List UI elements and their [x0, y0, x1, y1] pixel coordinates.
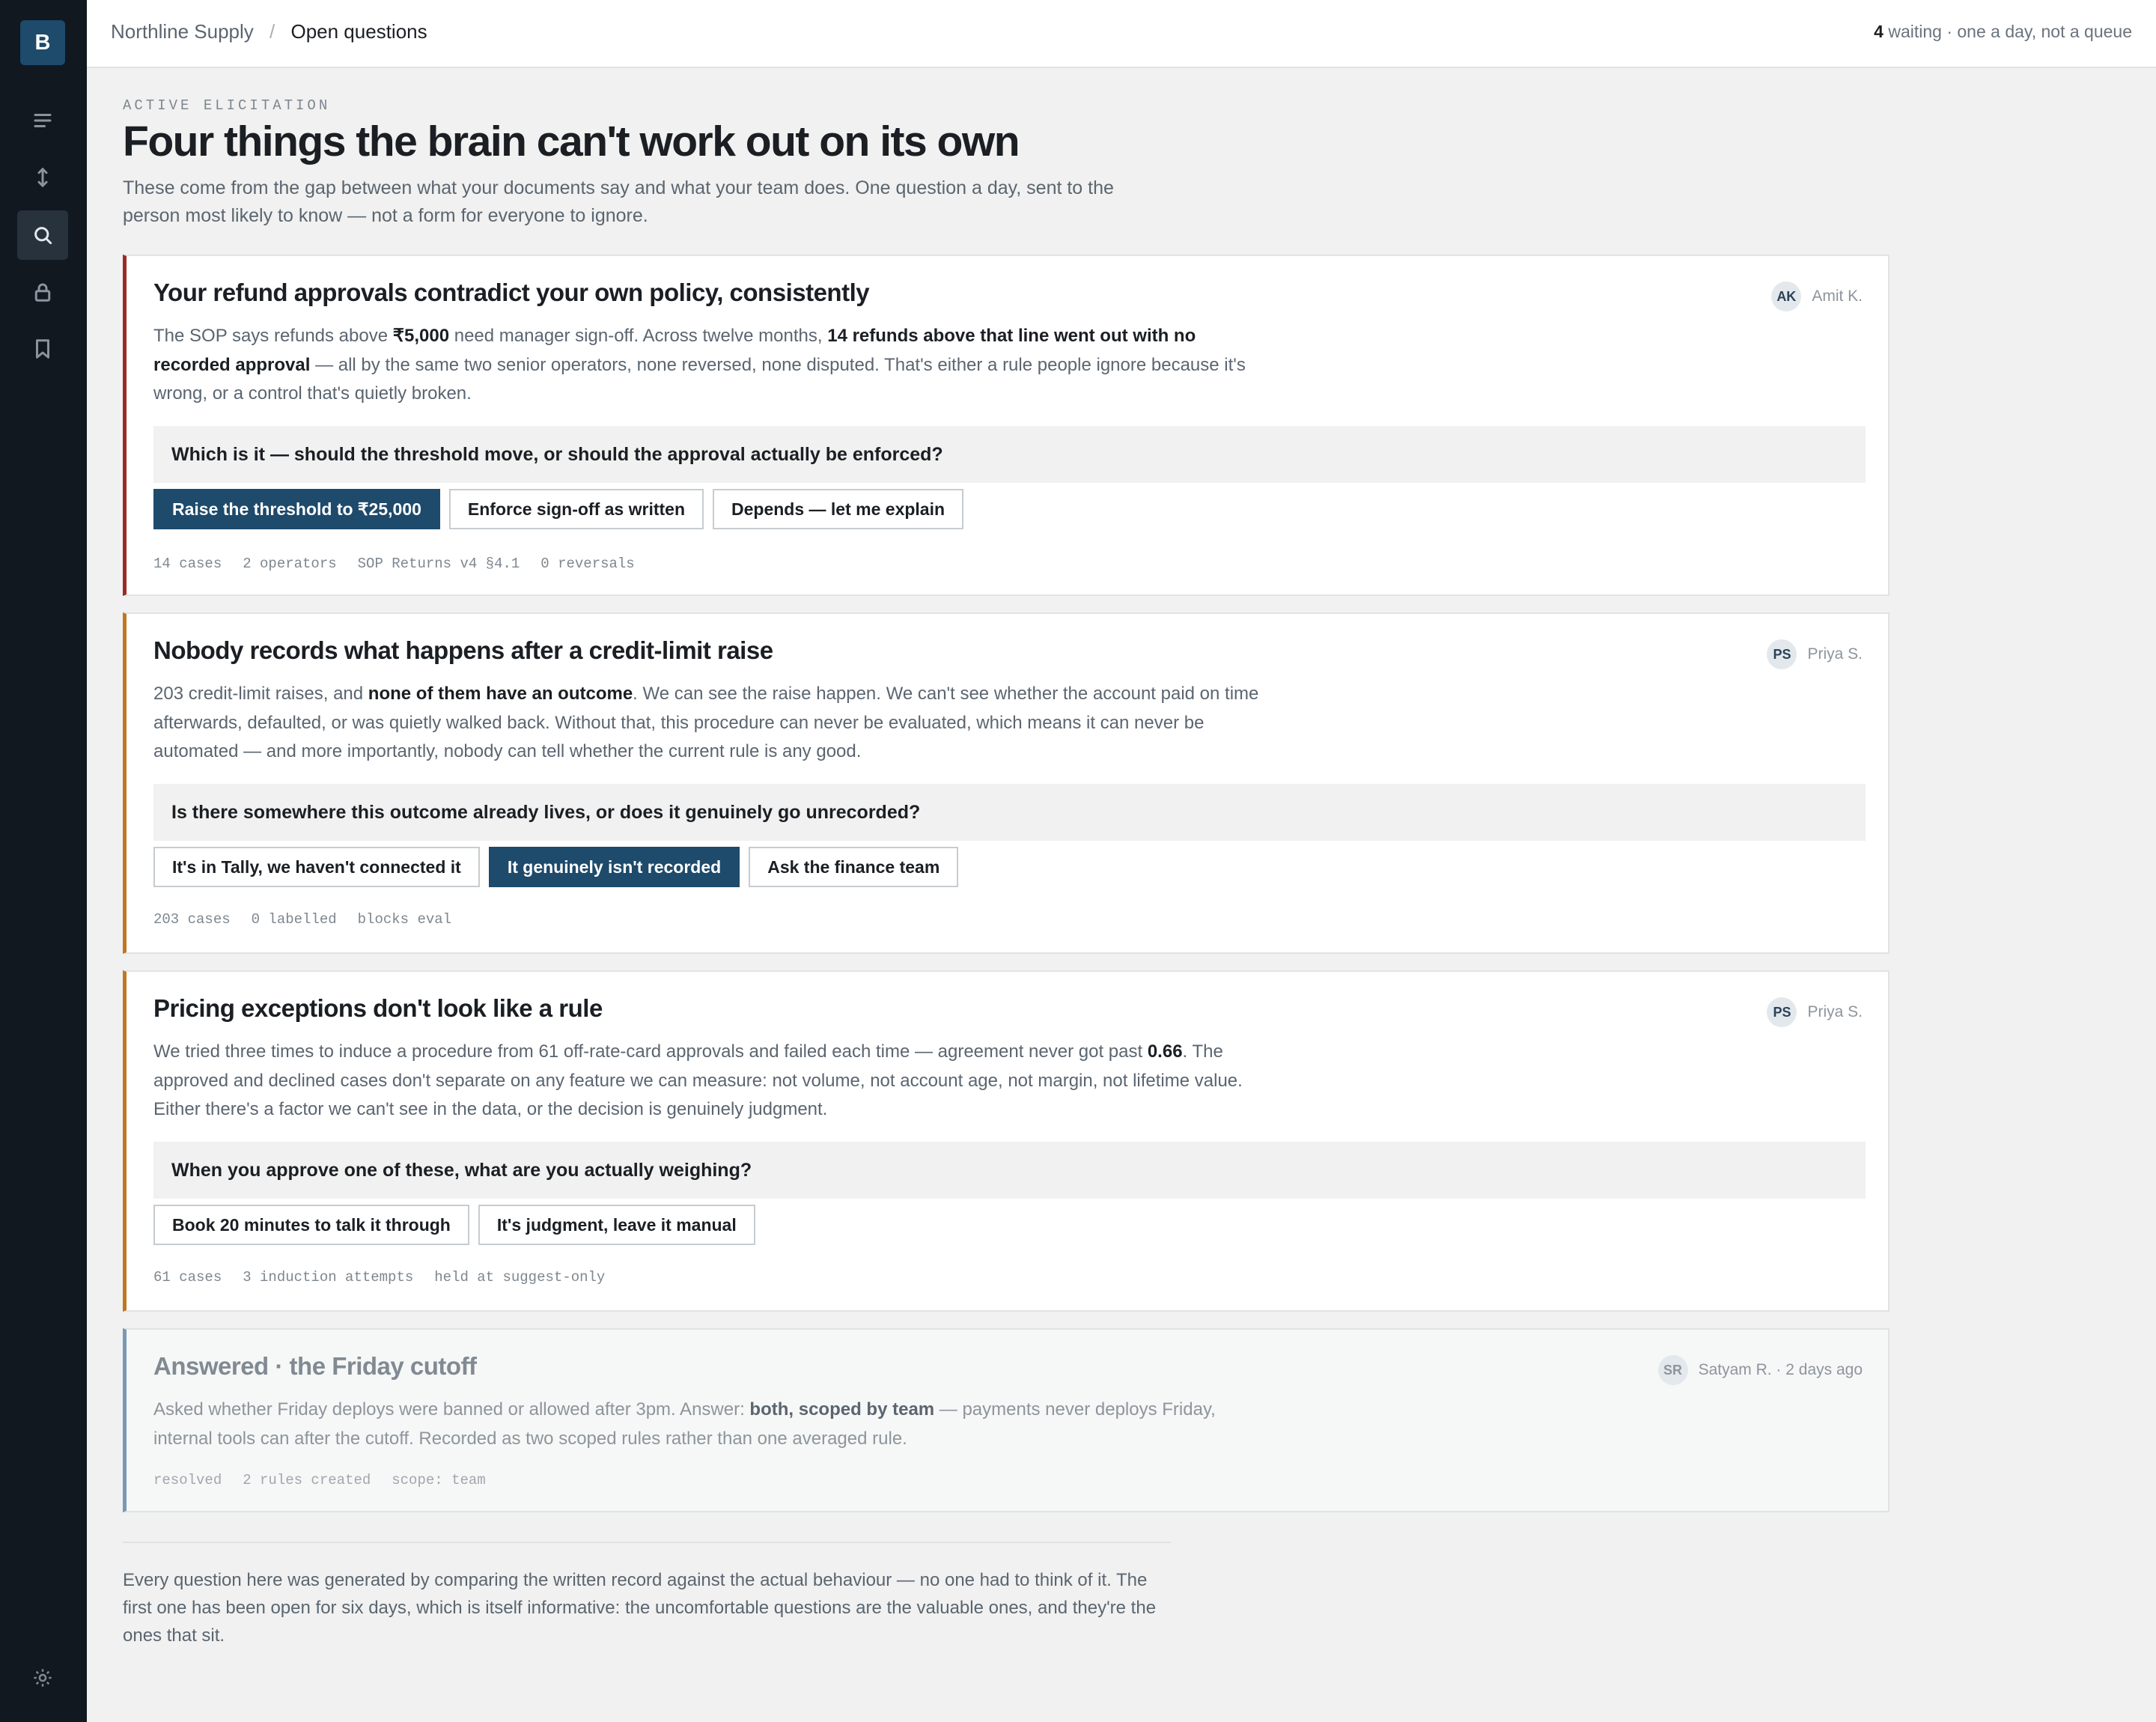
meta-tag: 2 rules created: [243, 1472, 371, 1488]
avatar: PS: [1767, 639, 1797, 669]
owner-name: Priya S.: [1807, 1003, 1863, 1020]
meta-tag: scope: team: [392, 1472, 486, 1488]
card-owner: [1767, 997, 1863, 1027]
sidebar: [0, 0, 87, 1722]
meta-tag: 2 operators: [243, 556, 337, 572]
body-text: Asked whether Friday deploys were banned or allowed after 3pm. Answer:: [153, 1399, 750, 1420]
body-text: . The approved and declined cases don't separate on any feature we can measure: not volume, not account age, not margin, not lifetime value. Either there's a factor we can't see in the data, or the decision is genuinely judgment.: [153, 1041, 1243, 1119]
meta-tag: blocks eval: [357, 911, 452, 928]
waiting-count: 4: [1874, 22, 1884, 41]
body-text: We tried three times to induce a procedure from 61 off-rate-card approvals and failed each time — agreement never got past: [153, 1041, 1148, 1062]
card-title: Nobody records what happens after a credit-limit raise: [153, 636, 773, 664]
meta-tag: 0 reversals: [540, 556, 635, 572]
card-body: [153, 1396, 1261, 1453]
settings-button[interactable]: [28, 1664, 57, 1692]
answer-option-button[interactable]: It's in Tally, we haven't connected it: [153, 847, 480, 887]
meta-tag: 61 cases: [153, 1269, 222, 1286]
vertical-arrows-icon: [31, 166, 54, 189]
question-card: [123, 612, 1889, 954]
question-prompt: When you approve one of these, what are you actually weighing?: [153, 1142, 1866, 1199]
page-title: Four things the brain can't work out on its own: [123, 118, 1020, 165]
card-body: [153, 322, 1261, 409]
body-text: — all by the same two senior operators, none reversed, none disputed. That's either a rule people ignore because it's wrong, or a control that's quietly broken.: [153, 354, 1246, 404]
footnote: Every question here was generated by comparing the written record against the actual behaviour — no one had to think of it. The first one has been open for six days, which is itself informative: the uncomfortable questions are the valuable ones, and they're the ones that sit.: [123, 1570, 1157, 1646]
card-title: Pricing exceptions don't look like a rule: [153, 994, 603, 1022]
avatar: SR: [1658, 1355, 1688, 1385]
nav-sort-button[interactable]: [17, 153, 68, 202]
answer-options: [153, 1205, 755, 1245]
highlight-text: 0.66: [1147, 1041, 1183, 1062]
avatar: AK: [1771, 282, 1801, 311]
bookmark-icon: [31, 338, 54, 360]
question-prompt: Which is it — should the threshold move, or should the approval actually be enforced?: [153, 426, 1866, 483]
breadcrumb-current: Open questions: [290, 20, 427, 43]
owner-name: Priya S.: [1807, 645, 1863, 663]
meta-tag: 3 induction attempts: [243, 1269, 414, 1286]
highlight-text: both, scoped by team: [749, 1399, 935, 1420]
nav-search-button[interactable]: [17, 210, 68, 260]
card-owner: [1771, 282, 1863, 311]
page-intro: These come from the gap between what your documents say and what your team does. One question a day, sent to the person most likely to know — not a form for everyone to ignore.: [123, 177, 1114, 226]
card-owner: [1658, 1355, 1863, 1385]
list-icon: [31, 109, 54, 132]
body-text: . We can see the raise happen. We can't see whether the account paid on time afterwards, defaulted, or was quietly walked back. Without that, this procedure can never be evaluated, which means it can never be automated — and more importantly, nobody can tell whether the current rule is any good.: [153, 684, 1259, 761]
lock-icon: [31, 281, 54, 303]
nav-list-button[interactable]: [17, 96, 68, 145]
answered-card: [123, 1328, 1889, 1512]
answer-option-button[interactable]: Ask the finance team: [749, 847, 958, 887]
body-text: need manager sign-off. Across twelve months,: [449, 326, 828, 346]
meta-tag: held at suggest-only: [434, 1269, 606, 1286]
card-title: Your refund approvals contradict your own policy, consistently: [153, 279, 870, 306]
card-meta: [153, 556, 635, 572]
answer-options: [153, 847, 958, 887]
answer-option-button[interactable]: It genuinely isn't recorded: [489, 847, 740, 887]
body-text: 203 credit-limit raises, and: [153, 684, 368, 704]
avatar: PS: [1767, 997, 1797, 1027]
highlight-text: ₹5,000: [392, 326, 450, 346]
gear-icon: [32, 1667, 53, 1688]
card-meta: [153, 911, 451, 928]
owner-name: Amit K.: [1812, 287, 1863, 305]
meta-tag: SOP Returns v4 §4.1: [357, 556, 520, 572]
top-bar: [87, 0, 2156, 68]
waiting-text: waiting · one a day, not a queue: [1888, 22, 2132, 41]
search-icon: [31, 224, 54, 246]
body-text: The SOP says refunds above: [153, 326, 393, 346]
app-logo[interactable]: B: [20, 20, 65, 65]
card-title: Answered · the Friday cutoff: [153, 1352, 477, 1380]
highlight-text: 14 refunds above that line went out with no recorded approval: [153, 326, 1196, 375]
card-meta: [153, 1472, 486, 1488]
breadcrumb-separator: /: [270, 20, 275, 43]
page-eyebrow: ACTIVE ELICITATION: [123, 97, 331, 114]
meta-tag: resolved: [153, 1472, 222, 1488]
question-card: [123, 255, 1889, 596]
card-body: [153, 1038, 1261, 1125]
answer-option-button[interactable]: Depends — let me explain: [713, 489, 963, 529]
breadcrumb: [111, 20, 427, 43]
question-card: [123, 970, 1889, 1312]
question-prompt: Is there somewhere this outcome already lives, or does it genuinely go unrecorded?: [153, 784, 1866, 841]
meta-tag: 14 cases: [153, 556, 222, 572]
waiting-status: [1874, 22, 2132, 42]
owner-name: Satyam R. · 2 days ago: [1698, 1361, 1863, 1378]
card-owner: [1767, 639, 1863, 669]
breadcrumb-org-link[interactable]: Northline Supply: [111, 20, 254, 43]
answer-option-button[interactable]: Raise the threshold to ₹25,000: [153, 489, 440, 529]
highlight-text: none of them have an outcome: [368, 684, 633, 704]
answer-option-button[interactable]: It's judgment, leave it manual: [478, 1205, 755, 1245]
meta-tag: 203 cases: [153, 911, 231, 928]
answer-option-button[interactable]: Book 20 minutes to talk it through: [153, 1205, 469, 1245]
nav-bookmark-button[interactable]: [17, 324, 68, 374]
card-meta: [153, 1269, 605, 1286]
divider: [123, 1542, 1171, 1543]
nav-lock-button[interactable]: [17, 267, 68, 317]
body-text: — payments never deploys Friday, internal tools can after the cutoff. Recorded as two scoped rules rather than one averaged rule.: [153, 1399, 1216, 1449]
answer-options: [153, 489, 963, 529]
answer-option-button[interactable]: Enforce sign-off as written: [449, 489, 704, 529]
main-content: [123, 97, 1889, 230]
meta-tag: 0 labelled: [251, 911, 337, 928]
card-body: [153, 680, 1261, 767]
